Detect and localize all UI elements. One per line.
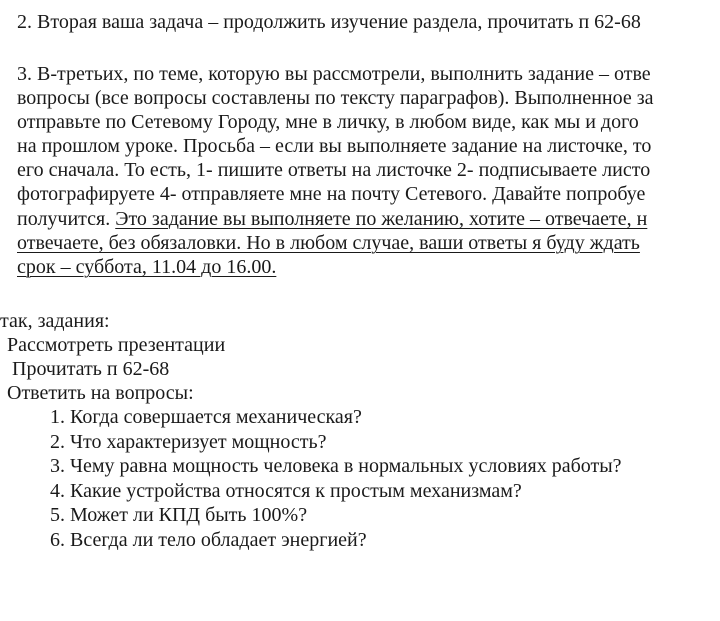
- question-item-5: 5. Может ли КПД быть 100%?: [50, 504, 308, 526]
- paragraph-3-line-7: [17, 207, 647, 231]
- paragraph-3-line-9: срок – суббота, 11.04 до 16.00.: [17, 256, 277, 278]
- paragraph-3-line-3: отправьте по Сетевому Городу, мне в личку, в любом виде, как мы и дого: [17, 111, 639, 133]
- question-item-1: 1. Когда совершается механическая?: [50, 406, 362, 428]
- task-item-2: Прочитать п 62-68: [12, 358, 170, 380]
- line-7-underlined-text: Это задание вы выполняете по желанию, хотите – отвечаете, н: [115, 208, 648, 230]
- question-item-3: 3. Чему равна мощность человека в нормальных условиях работы?: [50, 455, 622, 477]
- paragraph-3-line-4: на прошлом уроке. Просьба – если вы выполняете задание на листочке, то: [17, 135, 652, 157]
- paragraph-3-line-2: вопросы (все вопросы составлены по тексту параграфов). Выполненное за: [17, 87, 654, 109]
- tasks-heading: так, задания:: [0, 310, 110, 332]
- question-item-4: 4. Какие устройства относятся к простым механизмам?: [50, 480, 522, 502]
- paragraph-3-line-6: фотографируете 4- отправляете мне на почту Сетевого. Давайте попробуе: [17, 183, 646, 205]
- paragraph-2: 2. Вторая ваша задача – продолжить изучение раздела, прочитать п 62-68: [17, 11, 641, 33]
- question-item-2: 2. Что характеризует мощность?: [50, 431, 327, 453]
- task-item-1: Рассмотреть презентации: [7, 334, 226, 356]
- line-7-plain-text: получится.: [17, 208, 116, 230]
- task-item-3: Ответить на вопросы:: [7, 382, 194, 404]
- paragraph-3-line-1: 3. В-третьих, по теме, которую вы рассмотрели, выполнить задание – отве: [17, 63, 651, 85]
- paragraph-3-line-5: его сначала. То есть, 1- пишите ответы на листочке 2- подписываете листо: [17, 159, 651, 181]
- question-item-6: 6. Всегда ли тело обладает энергией?: [50, 529, 367, 551]
- paragraph-3-line-8: отвечаете, без обязаловки. Но в любом случае, ваши ответы я буду ждать: [17, 232, 640, 254]
